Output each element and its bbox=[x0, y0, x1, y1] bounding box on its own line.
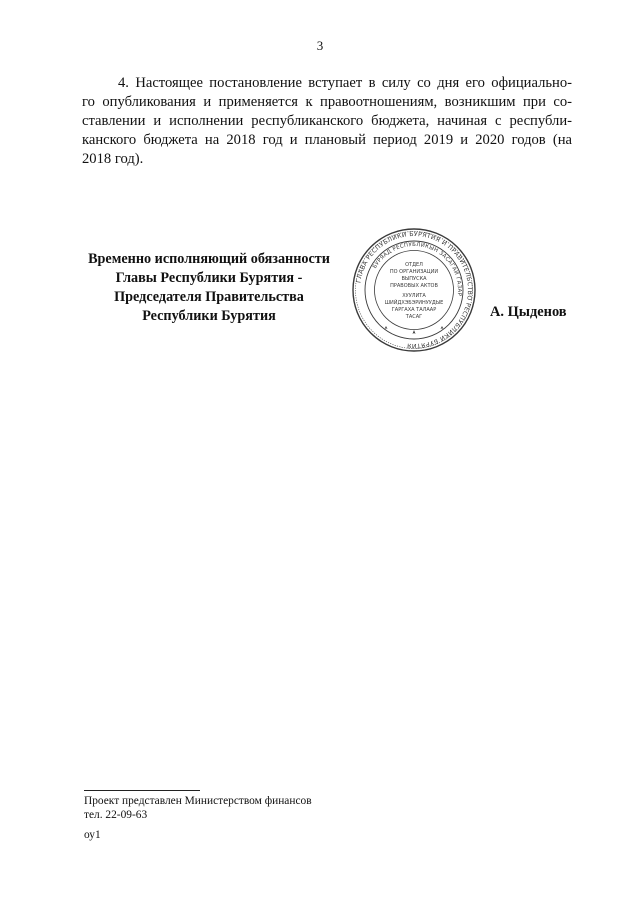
svg-text:ТАСАГ: ТАСАГ bbox=[405, 314, 423, 320]
page-number: 3 bbox=[316, 38, 324, 53]
official-seal bbox=[350, 226, 478, 354]
svg-text:ПРАВОВЫХ АКТОВ: ПРАВОВЫХ АКТОВ bbox=[390, 283, 438, 289]
svg-text:ХУУЛИТА: ХУУЛИТА bbox=[402, 293, 426, 299]
footnote-line: Проект представлен Министерством финансов bbox=[84, 795, 312, 807]
footnote bbox=[84, 794, 312, 822]
paragraph-line: ставлении и исполнении республиканского бюджета, начиная с республи- bbox=[82, 113, 572, 129]
svg-text:ПО ОРГАНИЗАЦИИ: ПО ОРГАНИЗАЦИИ bbox=[389, 269, 439, 275]
svg-text:ОТДЕЛ: ОТДЕЛ bbox=[405, 262, 423, 268]
seal-outer-text: ГЛАВА РЕСПУБЛИКИ БУРЯТИЯ И ПРАВИТЕЛЬСТВО РЕСПУБЛИКИ БУРЯТИЯ bbox=[355, 230, 474, 350]
signatory-line: Временно исполняющий обязанности bbox=[88, 251, 330, 267]
signatory-line: Главы Республики Бурятия - bbox=[115, 270, 303, 286]
paragraph-line: 2018 год). bbox=[82, 151, 144, 167]
signatory-line: Председателя Правительства bbox=[114, 289, 304, 305]
footnote-divider bbox=[84, 790, 200, 791]
seal-center-text bbox=[385, 262, 444, 320]
svg-text:ГАРГАХА ТАЛААР: ГАРГАХА ТАЛААР bbox=[391, 307, 437, 313]
paragraph-line: го опубликования и применяется к правоотношениям, возникшим при со- bbox=[82, 94, 572, 110]
paragraph-line: 4. Настоящее постановление вступает в силу со дня его официально- bbox=[118, 75, 572, 91]
svg-text:ШИЙДХЭБЭРИНУУДЫЕ: ШИЙДХЭБЭРИНУУДЫЕ bbox=[384, 300, 444, 306]
seal-middle-ring bbox=[365, 241, 463, 339]
seal-star-marks bbox=[385, 326, 444, 334]
signer-name: А. Цыденов bbox=[490, 304, 567, 320]
document-code: оу1 bbox=[84, 829, 101, 841]
signatory-line: Республики Бурятия bbox=[142, 308, 276, 324]
footnote-line: тел. 22-09-63 bbox=[84, 809, 148, 821]
body-paragraph bbox=[82, 74, 572, 169]
paragraph-line: канского бюджета на 2018 год и плановый период 2019 и 2020 годов (на bbox=[82, 132, 572, 148]
svg-text:ВЫПУСКА: ВЫПУСКА bbox=[401, 276, 427, 282]
seal-inner-text: БУРЯАД РЕСПУБЛИКЫН ЗАСАГАЙ ГАЗАР bbox=[371, 241, 463, 297]
signatory-title bbox=[78, 250, 340, 326]
